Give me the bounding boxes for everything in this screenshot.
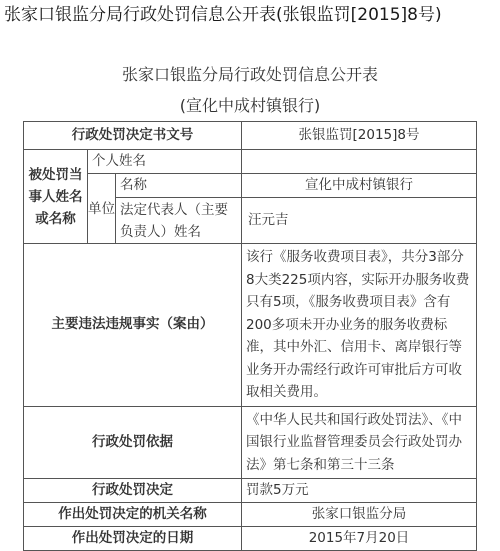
unit-name-value: 宣化中成村镇银行 (242, 174, 477, 198)
basis-label: 行政处罚依据 (24, 406, 242, 479)
legal-rep-label: 法定代表人（主要负责人）姓名 (116, 198, 242, 244)
table-row (24, 244, 477, 407)
facts-value: 该行《服务收费项目表》，共分3部分8大类225项内容，实际开办服务收费只有5项，《服务收费项目表》含有200多项未开办业务的服务收费标准，其中外汇、信用卡、离岸银行等业务开办需经行政许可审批后方可收取相关费用。 (242, 244, 477, 407)
doc-number-label: 行政处罚决定书文号 (24, 122, 242, 150)
personal-name-label: 个人姓名 (88, 150, 242, 174)
table-row (24, 479, 477, 503)
date-value: 2015年7月20日 (242, 527, 477, 551)
authority-label: 作出处罚决定的机关名称 (24, 503, 242, 527)
unit-name-label: 名称 (116, 174, 242, 198)
page-title: 张家口银监分局行政处罚信息公开表(张银监罚[2015]8号) (4, 5, 442, 25)
facts-label: 主要违法违规事实（案由） (24, 244, 242, 407)
basis-value: 《中华人民共和国行政处罚法》、《中国银行业监督管理委员会行政处罚办法》第七条和第三十三条 (242, 406, 477, 479)
table-row (24, 406, 477, 479)
table-row (24, 174, 477, 198)
decision-value: 罚款5万元 (242, 479, 477, 503)
table-row (24, 503, 477, 527)
table-row (24, 527, 477, 551)
document-subtitle: (宣化中成村镇银行) (179, 96, 321, 115)
authority-value: 张家口银监分局 (242, 503, 477, 527)
penalty-info-table (23, 121, 477, 551)
document-title: 张家口银监分局行政处罚信息公开表 (121, 65, 378, 84)
party-label: 被处罚当事人姓名或名称 (24, 150, 88, 244)
table-row (24, 122, 477, 150)
doc-number-value: 张银监罚[2015]8号 (242, 122, 477, 150)
date-label: 作出处罚决定的日期 (24, 527, 242, 551)
legal-rep-value: 汪元吉 (242, 198, 477, 244)
table-row (24, 150, 477, 174)
decision-label: 行政处罚决定 (24, 479, 242, 503)
unit-label: 单位 (88, 174, 116, 244)
personal-name-value (242, 150, 477, 174)
